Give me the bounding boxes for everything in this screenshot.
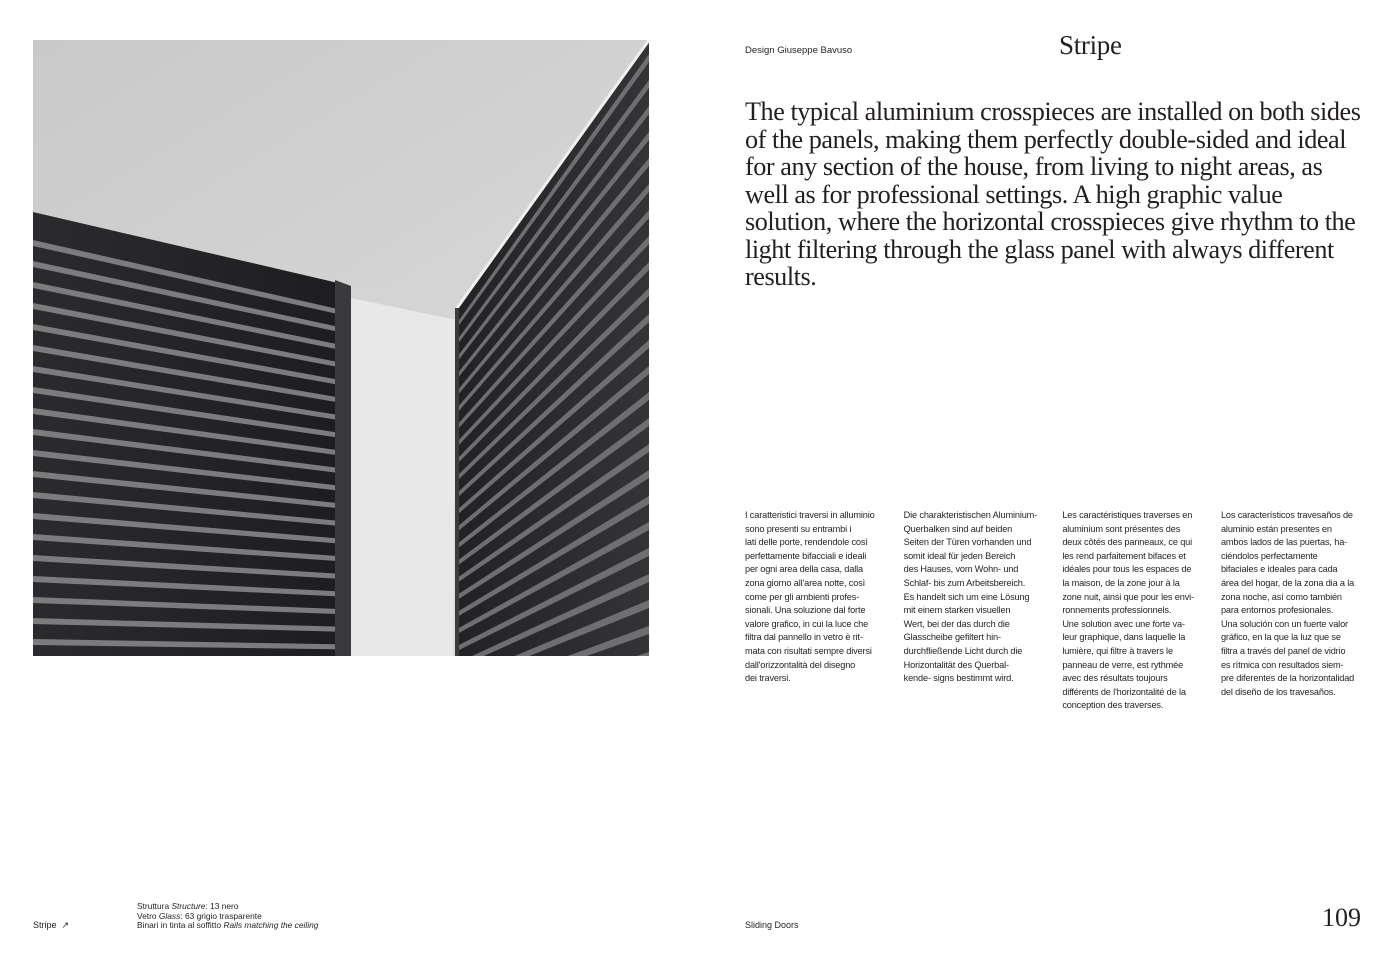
column-line: filtra a través del panel de vidrio [1220,645,1346,656]
column-line: pre diferentes de la horizontalidad [1220,673,1355,684]
column-line: aluminium sont présentes des [1062,523,1181,534]
text-column-italian [745,509,891,713]
text-column-german [904,509,1050,713]
product-photo [33,40,649,656]
column-line: somit ideal für jeden Bereich [903,550,1016,561]
column-line: dall'orizzontalità del disegno [745,659,856,670]
column-line: mit einem starken visuellen [903,605,1011,616]
column-line: leur graphique, dans laquelle la [1062,632,1186,643]
column-line: Die charakteristischen Aluminium- [903,510,1038,520]
column-line: panneau de verre, est rythmée [1062,659,1184,670]
column-line: dei traversi. [745,673,791,684]
column-line: avec des résultats toujours [1062,673,1168,684]
column-line: bifaciales e ideales para cada [1220,564,1338,575]
column-line: des Hauses, vom Wohn- und [903,564,1019,575]
column-line: área del hogar, de la zona dia a la [1220,577,1355,588]
column-line: Es handelt sich um eine Lösung [903,591,1030,602]
column-line: Querbalken sind auf beiden [903,523,1013,534]
column-line: la maison, de la zone jour à la [1062,577,1180,588]
column-line: filtra dal pannello in vetro è rit- [745,632,863,643]
text-column-french [1062,509,1208,713]
column-line: sionali. Una soluzione dal forte [745,605,866,616]
column-line: Horizontalität des Querbal- [903,659,1009,670]
spec-structure: Struttura Structure: 13 nero [137,901,239,911]
column-line: Glasscheibe gefiltert hin- [903,632,1001,643]
product-title: Stripe [1059,30,1122,60]
column-line: Los característicos travesaños de [1220,510,1353,520]
footer-product-link[interactable] [33,920,69,931]
column-line: deux côtés des panneaux, ce qui [1062,537,1192,548]
text-column-spanish [1221,509,1367,713]
column-line: les rend parfaitement bifaces et [1062,550,1186,561]
column-line: zone nuit, ainsi que pour les envi- [1062,591,1194,602]
column-line: para entornos profesionales. [1220,605,1334,616]
column-line: Schlaf- bis zum Arbeitsbereich. [903,577,1026,588]
designer-credit: Design Giuseppe Bavuso [745,45,853,56]
spec-glass: Vetro Glass: 63 grigio trasparente [137,910,262,921]
stripe-door-illustration [33,40,649,656]
lead-paragraph: The typical aluminium crosspieces are installed on both sides of the panels, making them perfectly double-sided and ideal for any section of the house, from living to night areas, as well as for professional settings. A high graphic value solution, where the horizontal crosspieces give rhythm to the light filtering through the glass panel with always different results. [745,97,1361,291]
column-line: Wert, bei der das durch die [903,618,1010,629]
footer-product-label: Stripe [33,920,57,930]
column-line: mata con risultati sempre diversi [745,645,872,656]
column-line: conception des traverses. [1062,700,1164,711]
column-line: Una solución con un fuerte valor [1220,618,1348,629]
section-label: Sliding Doors [745,920,799,930]
column-line: del diseño de los travesaños. [1220,686,1336,697]
column-line: come per gli ambienti profes- [745,591,860,602]
spec-rails: Binari in tinta al soffitto Rails matching the ceiling [137,920,319,930]
column-line: ambos lados de las puertas, ha- [1220,537,1348,548]
column-line: ciéndolos perfectamente [1220,550,1318,561]
column-line: per ogni area della casa, dalla [745,564,863,575]
column-line: durchfließende Licht durch die [903,645,1023,656]
column-line: es rítmica con resultados siem- [1220,659,1344,670]
column-line: Seiten der Türen vorhanden und [903,537,1032,548]
column-line: aluminio están presentes en [1220,523,1332,534]
specifications [137,902,318,931]
column-line: différents de l'horizontalité de la [1062,686,1186,697]
column-line: I caratteristici traversi in alluminio [745,510,875,520]
column-line: lati delle porte, rendendole così [745,537,868,548]
column-line: idéales pour tous les espaces de [1062,564,1192,575]
column-line: Les caractéristiques traverses en [1062,510,1193,520]
column-line: valore grafico, in cui la luce che [745,618,869,629]
translations [745,509,1367,713]
column-line: ronnements professionnels. [1062,605,1172,616]
column-line: Une solution avec une forte va- [1062,618,1185,629]
column-line: kende- signs bestimmt wird. [903,673,1014,684]
column-line: perfettamente bifacciali e ideali [745,550,867,561]
arrow-up-right-icon: ↗ [61,920,70,930]
column-line: zona noche, así como también [1220,591,1342,602]
column-line: zona giorno all'area notte, così [745,577,866,588]
column-line: sono presenti su entrambi i [745,523,852,534]
page-number: 109 [1322,903,1361,932]
column-line: lumière, qui filtre à travers le [1062,645,1173,656]
column-line: gráfico, en la que la luz que se [1220,632,1341,643]
